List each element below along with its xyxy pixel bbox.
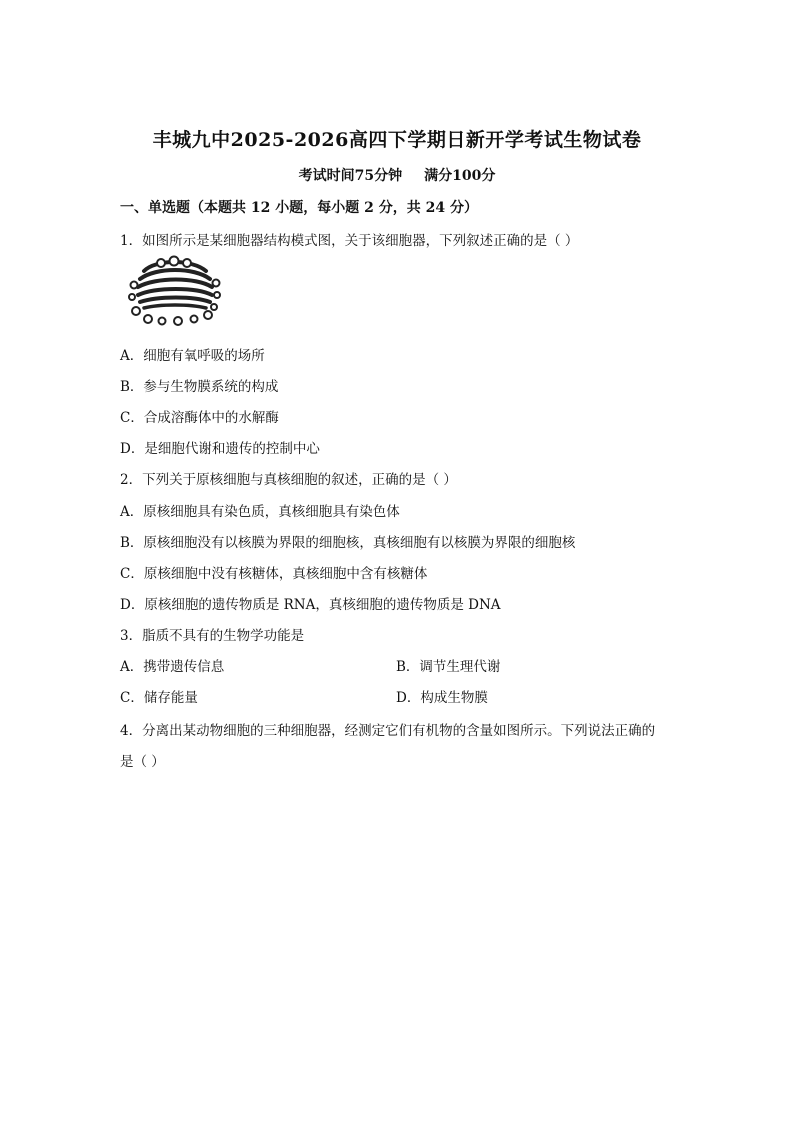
question-3-option-d: D．构成生物膜	[396, 690, 488, 706]
exam-score: 满分100分	[424, 168, 496, 184]
question-1-option-c: C．合成溶酶体中的水解酶	[120, 410, 279, 426]
question-1-stem: 1．如图所示是某细胞器结构模式图，关于该细胞器，下列叙述正确的是（ ）	[120, 233, 579, 249]
question-1-option-a: A．细胞有氧呼吸的场所	[120, 348, 265, 364]
question-3-option-b: B．调节生理代谢	[396, 659, 501, 675]
question-2-stem: 2．下列关于原核细胞与真核细胞的叙述，正确的是（ ）	[120, 472, 457, 488]
exam-time: 考试时间75分钟	[298, 168, 403, 184]
question-4-stem-line-2: 是（ ）	[120, 754, 165, 770]
question-3-stem: 3．脂质不具有的生物学功能是	[120, 628, 305, 644]
question-2-option-c: C．原核细胞中没有核糖体，真核细胞中含有核糖体	[120, 566, 428, 582]
question-4-stem-line-1: 4．分离出某动物细胞的三种细胞器，经测定它们有机物的含量如图所示。下列说法正确的	[120, 723, 656, 739]
question-2-option-a: A．原核细胞具有染色质，真核细胞具有染色体	[120, 504, 400, 520]
question-3-option-a: A．携带遗传信息	[120, 659, 225, 675]
question-1-option-b: B．参与生物膜系统的构成	[120, 379, 279, 395]
exam-title: 丰城九中2025-2026高四下学期日新开学考试生物试卷	[152, 129, 642, 151]
golgi-apparatus-illustration	[126, 255, 222, 329]
question-1-option-d: D．是细胞代谢和遗传的控制中心	[120, 441, 320, 457]
question-2-option-b: B．原核细胞没有以核膜为界限的细胞核，真核细胞有以核膜为界限的细胞核	[120, 535, 576, 551]
question-3-option-c: C．储存能量	[120, 690, 198, 706]
section-heading: 一、单选题（本题共 12 小题，每小题 2 分，共 24 分）	[120, 200, 478, 216]
exam-info	[0, 165, 794, 185]
question-2-option-d: D．原核细胞的遗传物质是 RNA，真核细胞的遗传物质是 DNA	[120, 597, 501, 613]
